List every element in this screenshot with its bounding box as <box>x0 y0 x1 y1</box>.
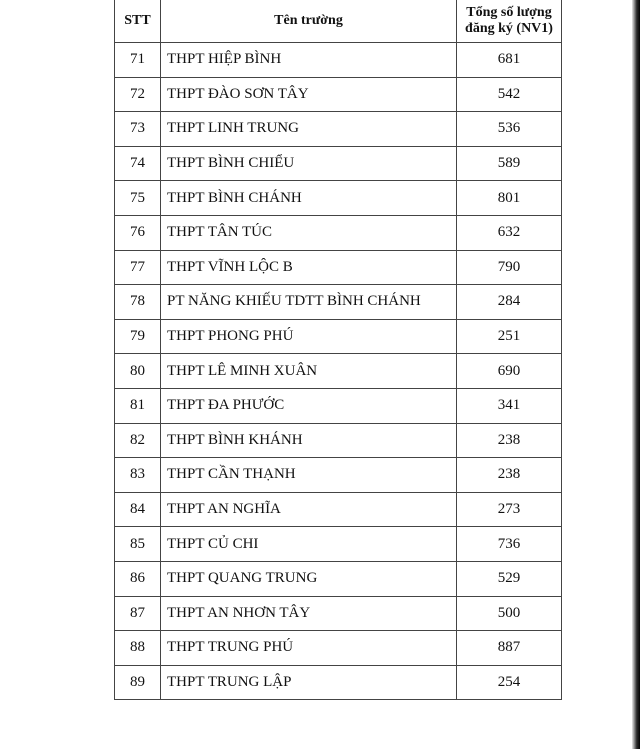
row-registration-count: 238 <box>457 458 562 493</box>
row-stt: 74 <box>115 146 161 181</box>
table-row <box>115 181 562 216</box>
table-row <box>115 43 562 78</box>
header-count-line2: đăng ký (NV1) <box>465 21 553 36</box>
row-stt: 82 <box>115 423 161 458</box>
table-row <box>115 527 562 562</box>
row-school-name: THPT CỦ CHI <box>161 527 457 562</box>
row-school-name: THPT LÊ MINH XUÂN <box>161 354 457 389</box>
row-school-name: THPT LINH TRUNG <box>161 112 457 147</box>
row-stt: 75 <box>115 181 161 216</box>
row-stt: 80 <box>115 354 161 389</box>
row-registration-count: 681 <box>457 43 562 78</box>
row-registration-count: 736 <box>457 527 562 562</box>
table-row <box>115 77 562 112</box>
row-school-name: THPT VĨNH LỘC B <box>161 250 457 285</box>
table-row <box>115 354 562 389</box>
row-school-name: THPT QUANG TRUNG <box>161 561 457 596</box>
row-stt: 76 <box>115 215 161 250</box>
row-stt: 71 <box>115 43 161 78</box>
header-count-line1: Tổng số lượng <box>466 5 552 20</box>
row-stt: 78 <box>115 285 161 320</box>
table-row <box>115 285 562 320</box>
row-registration-count: 238 <box>457 423 562 458</box>
header-school-name: Tên trường <box>161 0 457 43</box>
row-stt: 79 <box>115 319 161 354</box>
row-registration-count: 251 <box>457 319 562 354</box>
table-header-row <box>115 0 562 43</box>
table-row <box>115 596 562 631</box>
row-school-name: THPT BÌNH CHÁNH <box>161 181 457 216</box>
row-school-name: THPT ĐÀO SƠN TÂY <box>161 77 457 112</box>
row-registration-count: 589 <box>457 146 562 181</box>
row-school-name: THPT ĐA PHƯỚC <box>161 388 457 423</box>
row-registration-count: 887 <box>457 631 562 666</box>
row-school-name: THPT HIỆP BÌNH <box>161 43 457 78</box>
row-stt: 87 <box>115 596 161 631</box>
row-school-name: THPT CẦN THẠNH <box>161 458 457 493</box>
row-school-name: THPT TÂN TÚC <box>161 215 457 250</box>
row-stt: 77 <box>115 250 161 285</box>
table-row <box>115 458 562 493</box>
table-row <box>115 319 562 354</box>
table-row <box>115 146 562 181</box>
row-stt: 84 <box>115 492 161 527</box>
row-school-name: THPT AN NHƠN TÂY <box>161 596 457 631</box>
row-stt: 86 <box>115 561 161 596</box>
table-row <box>115 250 562 285</box>
row-school-name: THPT BÌNH CHIỂU <box>161 146 457 181</box>
row-registration-count: 273 <box>457 492 562 527</box>
row-school-name: THPT BÌNH KHÁNH <box>161 423 457 458</box>
page-edge-shadow <box>632 0 640 749</box>
row-stt: 85 <box>115 527 161 562</box>
table-row <box>115 561 562 596</box>
table-row <box>115 423 562 458</box>
row-registration-count: 500 <box>457 596 562 631</box>
row-registration-count: 284 <box>457 285 562 320</box>
table-row <box>115 215 562 250</box>
row-registration-count: 801 <box>457 181 562 216</box>
row-school-name: PT NĂNG KHIẾU TDTT BÌNH CHÁNH <box>161 285 457 320</box>
row-registration-count: 341 <box>457 388 562 423</box>
row-stt: 81 <box>115 388 161 423</box>
table-row <box>115 631 562 666</box>
row-school-name: THPT AN NGHĨA <box>161 492 457 527</box>
row-registration-count: 632 <box>457 215 562 250</box>
row-school-name: THPT TRUNG LẬP <box>161 665 457 700</box>
row-registration-count: 254 <box>457 665 562 700</box>
header-registration-count <box>457 0 562 43</box>
row-stt: 72 <box>115 77 161 112</box>
header-stt: STT <box>115 0 161 43</box>
table-row <box>115 388 562 423</box>
row-stt: 73 <box>115 112 161 147</box>
row-registration-count: 542 <box>457 77 562 112</box>
row-school-name: THPT TRUNG PHÚ <box>161 631 457 666</box>
row-school-name: THPT PHONG PHÚ <box>161 319 457 354</box>
table-row <box>115 492 562 527</box>
row-registration-count: 690 <box>457 354 562 389</box>
row-registration-count: 790 <box>457 250 562 285</box>
table-row <box>115 665 562 700</box>
registration-table <box>114 0 562 700</box>
row-registration-count: 529 <box>457 561 562 596</box>
row-stt: 83 <box>115 458 161 493</box>
row-stt: 88 <box>115 631 161 666</box>
table-row <box>115 112 562 147</box>
row-stt: 89 <box>115 665 161 700</box>
row-registration-count: 536 <box>457 112 562 147</box>
